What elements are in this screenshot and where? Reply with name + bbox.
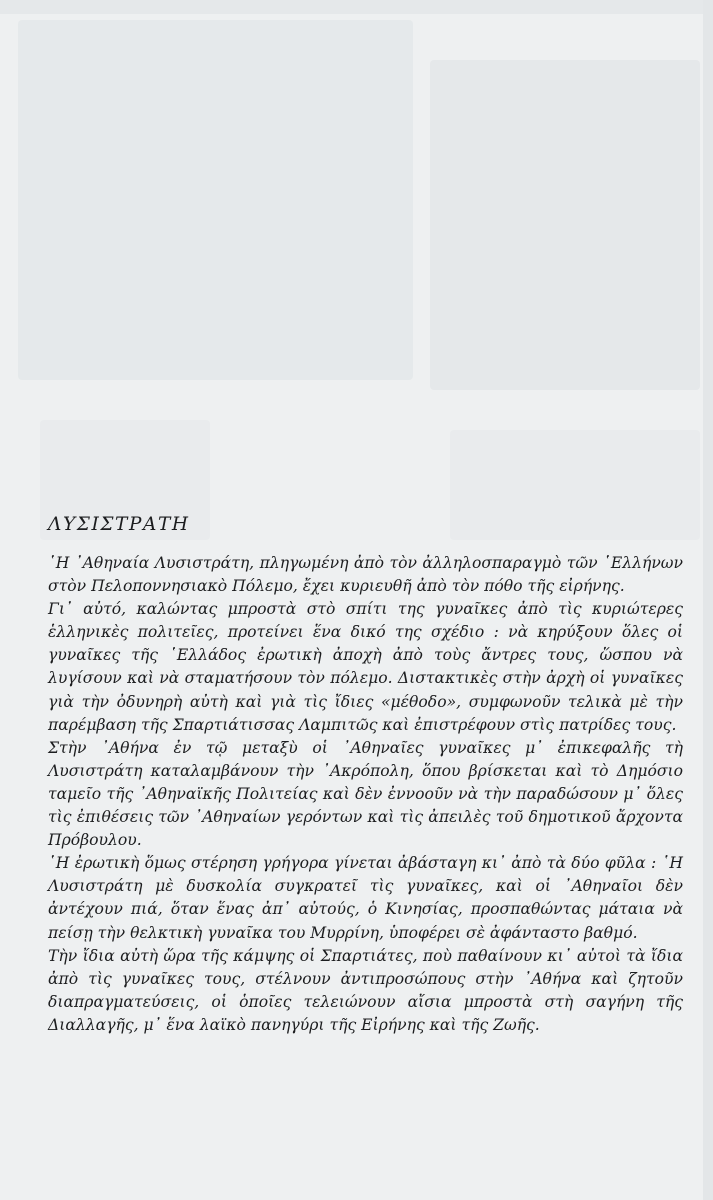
page-top-edge — [0, 0, 713, 14]
document-title: ΛΥΣΙΣΤΡΑΤΗ — [48, 514, 190, 535]
page-right-edge — [703, 0, 713, 1200]
paragraph-3: Στὴν ᾿Αθήνα ἐν τῷ μεταξὺ οἱ ᾿Αθηναῖες γυναῖκες μ᾿ ἐπικεφαλῆς τὴ Λυσιστράτη καταλαμβάνουν τὴν ᾿Ακρόπολη, ὅπου βρίσκεται καὶ τὸ Δημόσιο ταμεῖο τῆς ᾿Αθηναϊκῆς Πολιτείας καὶ δὲν ἐννοοῦν νὰ τὴν παραδώσουν μ᾿ ὅλες τὶς ἐπιθέσεις τῶν ᾿Αθηναίων γερόντων καὶ τὶς ἀπειλὲς τοῦ δημοτικοῦ ἄρχοντα Πρόβουλου. — [48, 738, 683, 850]
paragraph-2: Γι᾿ αὐτό, καλώντας μπροστὰ στὸ σπίτι της γυναῖκες ἀπὸ τὶς κυριώτερες ἑλληνικὲς πολιτεῖες, προτείνει ἕνα δικό της σχέδιο : νὰ κηρύξουν ὅλες οἱ γυναῖκες τῆς ῾Ελλάδος ἐρωτικὴ ἀποχὴ ἀπὸ τοὺς ἄντρες τους, ὥσπου νὰ λυγίσουν καὶ νὰ σταματήσουν τὸν πόλεμο. Διστακτικὲς στὴν ἀρχὴ οἱ γυναῖκες γιὰ τὴν ὀδυνηρὴ αὐτὴ καὶ γιὰ τὶς ἴδιες «μέθοδο», συμφωνοῦν τελικὰ μὲ τὴν παρέμβαση τῆς Σπαρτιάτισσας Λαμπιτῶς καὶ ἐπιστρέφουν στὶς πατρίδες τους. — [48, 600, 683, 734]
paragraph-5: Τὴν ἴδια αὐτὴ ὥρα τῆς κάμψης οἱ Σπαρτιάτες, ποὺ παθαίνουν κι᾿ αὐτοὶ τὰ ἴδια ἀπὸ τὶς γυναῖκες τους, στέλνουν ἀντιπροσώπους στὴν ᾿Αθήνα καὶ ζητοῦν διαπραγματεύσεις, οἱ ὁποῖες τελειώνουν αἴσια μπροστὰ στὴ σαγήνη τῆς Διαλλαγῆς, μ᾿ ἕνα λαϊκὸ πανηγύρι τῆς Εἰρήνης καὶ τῆς Ζωῆς. — [48, 946, 683, 1034]
document-body — [48, 500, 683, 1037]
show-through-image — [18, 20, 413, 380]
show-through-image — [430, 60, 700, 390]
paragraph-1: ῾Η ᾿Αθηναία Λυσιστράτη, πληγωμένη ἀπὸ τὸν ἀλληλοσπαραγμὸ τῶν ῾Ελλήνων στὸν Πελοποννησιακὸ Πόλεμο, ἔχει κυριευθῆ ἀπὸ τὸν πόθο τῆς εἰρήνης. — [48, 554, 683, 596]
paragraph-4: ῾Η ἐρωτικὴ ὅμως στέρηση γρήγορα γίνεται ἀβάσταγη κι᾿ ἀπὸ τὰ δύο φῦλα : ῾Η Λυσιστράτη μὲ δυσκολία συγκρατεῖ τὶς γυναῖκες, καὶ οἱ ᾿Αθηναῖοι δὲν ἀντέχουν πιά, ὅταν ἕνας ἀπ᾿ αὐτούς, ὁ Κινησίας, προσπαθώντας μάταια νὰ πείσῃ τὴν θελκτικὴ γυναῖκα του Μυρρίνη, ὑποφέρει σὲ ἀφάνταστο βαθμό. — [48, 854, 683, 942]
